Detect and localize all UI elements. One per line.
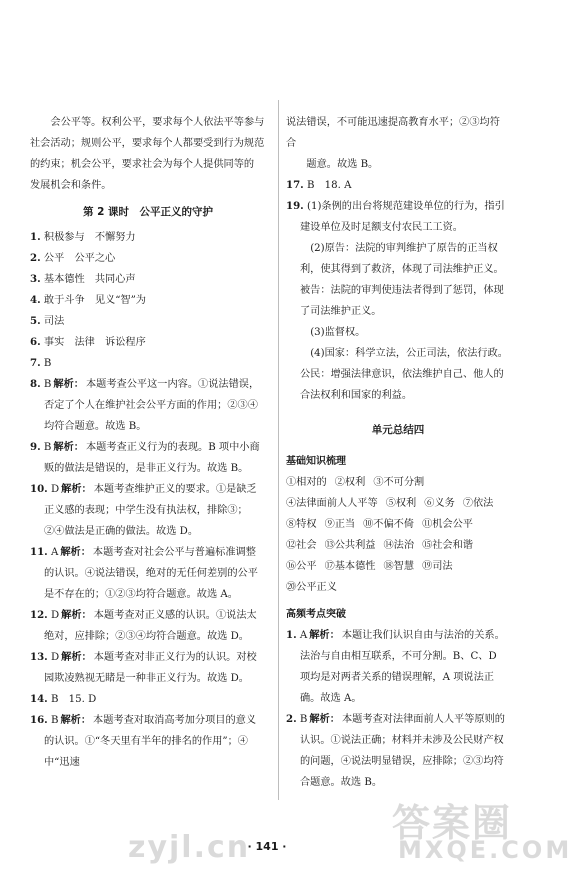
lesson-title: 第 2 课时 公平正义的守护: [82, 206, 214, 218]
item-text: 本题考查对取消高考加分项目的意义的认识。①“冬天里有半年的排名的作用”；④中“迅速: [44, 715, 257, 768]
watermark-brand-cn: 答案圈: [392, 801, 513, 845]
q19-paragraph: (3)监督权。: [310, 327, 366, 338]
analysis-label: 解析：: [61, 609, 92, 621]
answer-item: [30, 290, 266, 311]
item-text: 积极参与 不懈努力: [43, 232, 136, 243]
q19-paragraph: (2)原告：法院的审判维护了原告的正当权利，使其得到了救济，体现了司法维护正义。被告：法院的审判使违法者得到了惩罚，体现了司法维护正义。: [300, 243, 504, 317]
answer-item: [30, 710, 266, 773]
item-number: 7.: [30, 357, 41, 369]
answer-item: [286, 175, 510, 196]
answer-item: [30, 332, 266, 353]
answer-item: [30, 689, 266, 710]
basic-knowledge-title: 基础知识梳理: [286, 456, 346, 467]
knowledge-cell: ⑧特权: [286, 519, 317, 530]
answer-list-left: [30, 227, 266, 773]
intro-line: 的约束；机会公平，要求社会为每个人提供同等的: [30, 159, 255, 170]
answer-item: [286, 709, 510, 793]
page-number: · 141 ·: [247, 840, 287, 853]
intro-paragraph: [30, 112, 266, 196]
answer-item: [30, 605, 266, 647]
item-number: 3.: [30, 273, 41, 285]
item-text: 本题考查维护正义的要求。①是缺乏正义感的表现；中学生没有执法权，排除③；②④做法是正确的做法。故选 D。: [44, 484, 257, 537]
knowledge-cell: ⑫社会: [286, 540, 317, 551]
left-column: [30, 0, 266, 773]
watermark-brand-en: MXQE.COM: [398, 836, 572, 864]
analysis-label: 解析：: [60, 714, 92, 726]
item-text: 本题考查正义行为的表现。B 项中小商贩的做法是错误的，是非正义行为。故选 B。: [44, 442, 260, 474]
continued-answer: [286, 112, 510, 175]
item-number: 19.: [286, 200, 304, 212]
item-number: 16.: [30, 714, 48, 726]
analysis-label: 解析：: [60, 546, 91, 558]
item-number: 4.: [30, 294, 41, 306]
knowledge-cell: ②权利: [334, 477, 366, 488]
item-text: B: [43, 358, 52, 369]
knowledge-row: [286, 472, 510, 493]
knowledge-cell: ①相对的: [286, 477, 327, 488]
item-text: 本题考查公平这一内容。①说法错误，否定了个人在维护社会公平方面的作用；②③④均符合题意。故选 B。: [44, 379, 260, 432]
answer-item: [30, 227, 266, 248]
answer-choice: D: [50, 652, 60, 663]
right-column: [286, 0, 510, 793]
knowledge-row: [286, 514, 510, 535]
item-number: 12.: [30, 609, 48, 621]
watermark-logo: zyjl.cn: [128, 830, 251, 865]
answer-item: [30, 479, 266, 542]
knowledge-cell: ⑭法治: [383, 540, 415, 551]
item-text: 本题考查对法律面前人人平等原则的认识。①说法正确；材料并未涉及公民财产权的问题，④说法明显错误，应排除；②③均符合题意。故选 B。: [300, 714, 505, 788]
knowledge-cell: ⑲司法: [422, 561, 453, 572]
analysis-label: 解析：: [61, 483, 92, 495]
column-divider: [278, 100, 279, 800]
knowledge-row: [286, 535, 510, 556]
answer-item: [30, 542, 266, 605]
high-frequency-title: 高频考点突破: [286, 609, 346, 620]
item-number: 10.: [30, 483, 48, 495]
knowledge-row: [286, 577, 510, 598]
continued-line: 题意。故选 B。: [306, 159, 379, 170]
knowledge-cell: ⑩不偏不倚: [363, 519, 415, 530]
high-frequency-list: [286, 625, 510, 793]
item-text: B 18. A: [306, 180, 352, 191]
answer-item: [30, 311, 266, 332]
answer-choice: D: [50, 484, 60, 495]
knowledge-cell: ⑰基本德性: [324, 561, 376, 572]
knowledge-cell: ⑤权利: [385, 498, 417, 509]
knowledge-cell: ⑳公平正义: [286, 582, 337, 593]
item-text: 司法: [43, 316, 65, 327]
answer-item: [30, 269, 266, 290]
answer-choice: A: [299, 630, 308, 641]
answer-list-right: [286, 175, 510, 238]
answer-item: [30, 353, 266, 374]
answer-choice: B: [43, 379, 52, 390]
knowledge-cell: ⑨正当: [324, 519, 356, 530]
item-text: 本题让我们认识自由与法治的关系。法治与自由相互联系，不可分割。B、C、D 项均是对两者关系的错误理解，A 项说法正确。故选 A。: [300, 630, 505, 704]
knowledge-cell: ③不可分割: [373, 477, 425, 488]
item-text: 本题考查对社会公平与普遍标准调整的认识。④说法错误，绝对的无任何差别的公平是不存在的；①②③均符合题意。故选 A。: [44, 547, 258, 600]
analysis-label: 解析：: [309, 713, 340, 725]
knowledge-row: [286, 556, 510, 577]
knowledge-cell: ④法律面前人人平等: [286, 498, 378, 509]
answer-item: [286, 196, 510, 238]
answer-item: [30, 248, 266, 269]
item-number: 11.: [30, 546, 48, 558]
item-text: 敢于斗争 见义“智”为: [43, 295, 146, 306]
item-number: 17.: [286, 179, 304, 191]
item-number: 5.: [30, 315, 41, 327]
answer-item: [30, 437, 266, 479]
analysis-label: 解析：: [53, 441, 84, 453]
intro-line: 社会活动；规则公平，要求每个人都要受到行为规范: [30, 138, 265, 149]
item-text: (1)条例的出台将规范建设单位的行为，指引建设单位及时足额支付农民工工资。: [300, 201, 505, 233]
analysis-label: 解析：: [53, 378, 84, 390]
q19-paragraph: (4)国家：科学立法，公正司法，依法行政。公民：增强法律意识，依法维护自己、他人的合法权利和国家的利益。: [300, 348, 508, 401]
item-text: 事实 法律 诉讼程序: [43, 337, 146, 348]
analysis-label: 解析：: [309, 629, 340, 641]
knowledge-cell: ⑥义务: [424, 498, 455, 509]
q19-answer: [286, 238, 510, 406]
answer-choice: B: [43, 442, 52, 453]
answer-item: [286, 625, 510, 709]
analysis-label: 解析：: [61, 651, 92, 663]
knowledge-row: [286, 493, 510, 514]
knowledge-cell: ⑪机会公平: [422, 519, 473, 530]
intro-line: 发展机会和条件。: [30, 180, 112, 191]
answer-choice: D: [50, 610, 60, 621]
item-text: B 15. D: [50, 694, 97, 705]
item-number: 6.: [30, 336, 41, 348]
item-number: 1.: [286, 629, 297, 641]
item-number: 2.: [286, 713, 297, 725]
knowledge-cell: ⑦依法: [462, 498, 494, 509]
item-text: 本题考查对正义感的认识。①说法太绝对，应排除；②③④均符合题意。故选 D。: [44, 610, 257, 642]
item-text: 本题考查对非正义行为的认识。对校园欺凌熟视无睹是一种非正义行为。故选 D。: [44, 652, 257, 684]
answer-choice: A: [50, 547, 59, 558]
item-number: 13.: [30, 651, 48, 663]
item-number: 14.: [30, 693, 48, 705]
item-number: 8.: [30, 378, 41, 390]
unit-title: 单元总结四: [371, 424, 425, 436]
basic-knowledge-grid: [286, 472, 510, 598]
knowledge-cell: ⑱智慧: [383, 561, 415, 572]
item-number: 2.: [30, 252, 41, 264]
answer-item: [30, 647, 266, 689]
answer-item: [30, 374, 266, 437]
item-number: 1.: [30, 231, 41, 243]
knowledge-cell: ⑮社会和谐: [422, 540, 473, 551]
answer-choice: B: [50, 715, 59, 726]
knowledge-cell: ⑬公共利益: [324, 540, 376, 551]
item-text: 基本德性 共同心声: [43, 274, 136, 285]
knowledge-cell: ⑯公平: [286, 561, 317, 572]
intro-line: 会公平等。权利公平，要求每个人依法平等参与: [50, 117, 265, 128]
answer-choice: B: [299, 714, 308, 725]
item-number: 9.: [30, 441, 41, 453]
continued-line: 说法错误，不可能迅速提高教育水平；②③均符合: [286, 117, 500, 149]
item-text: 公平 公平之心: [43, 253, 116, 264]
